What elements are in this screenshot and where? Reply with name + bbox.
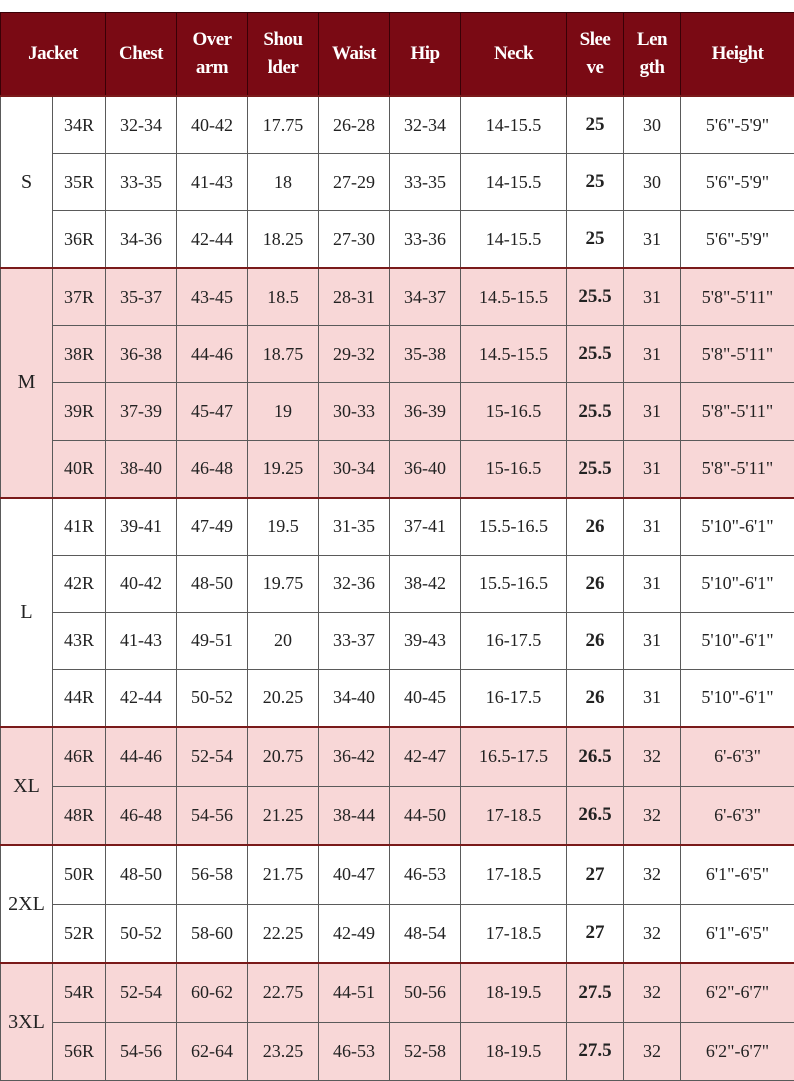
cell-neck: 16-17.5 <box>461 612 567 669</box>
cell-overarm: 60-62 <box>177 963 248 1022</box>
cell-hip: 35-38 <box>390 326 461 383</box>
header-length <box>624 13 681 97</box>
cell-chest: 39-41 <box>106 498 177 556</box>
cell-jacket: 48R <box>53 786 106 845</box>
cell-sleeve: 26 <box>567 612 624 669</box>
header-jacket-line: Jacket <box>1 40 105 68</box>
cell-height: 5'10"-6'1" <box>681 612 794 669</box>
cell-overarm: 42-44 <box>177 211 248 269</box>
cell-shoulder: 21.75 <box>248 845 319 904</box>
cell-height: 5'8"-5'11" <box>681 268 794 326</box>
header-waist-line: Waist <box>319 40 389 68</box>
cell-shoulder: 20.75 <box>248 727 319 786</box>
header-chest-line: Chest <box>106 40 176 68</box>
cell-length: 31 <box>624 326 681 383</box>
cell-height: 5'8"-5'11" <box>681 440 794 498</box>
cell-shoulder: 19.5 <box>248 498 319 556</box>
cell-sleeve: 26 <box>567 669 624 727</box>
cell-waist: 32-36 <box>319 555 390 612</box>
cell-shoulder: 20 <box>248 612 319 669</box>
cell-shoulder: 22.25 <box>248 904 319 963</box>
cell-hip: 52-58 <box>390 1022 461 1081</box>
cell-hip: 48-54 <box>390 904 461 963</box>
chart-body <box>1 96 794 1081</box>
size-row <box>1 268 794 326</box>
size-row <box>1 96 794 154</box>
cell-waist: 40-47 <box>319 845 390 904</box>
header-overarm-line: Over <box>177 26 247 54</box>
cell-sleeve: 25 <box>567 154 624 211</box>
cell-length: 31 <box>624 612 681 669</box>
cell-neck: 18-19.5 <box>461 1022 567 1081</box>
cell-waist: 26-28 <box>319 96 390 154</box>
cell-chest: 54-56 <box>106 1022 177 1081</box>
cell-length: 31 <box>624 669 681 727</box>
cell-neck: 15-16.5 <box>461 383 567 440</box>
header-hip-line: Hip <box>390 40 460 68</box>
cell-neck: 15.5-16.5 <box>461 555 567 612</box>
cell-neck: 17-18.5 <box>461 786 567 845</box>
cell-shoulder: 18.5 <box>248 268 319 326</box>
header-sleeve-line: ve <box>567 54 623 82</box>
header-neck <box>461 13 567 97</box>
cell-jacket: 36R <box>53 211 106 269</box>
cell-jacket: 40R <box>53 440 106 498</box>
cell-height: 5'10"-6'1" <box>681 498 794 556</box>
cell-waist: 28-31 <box>319 268 390 326</box>
header-overarm-line: arm <box>177 54 247 82</box>
cell-height: 5'8"-5'11" <box>681 326 794 383</box>
cell-overarm: 46-48 <box>177 440 248 498</box>
cell-chest: 52-54 <box>106 963 177 1022</box>
cell-shoulder: 19.25 <box>248 440 319 498</box>
cell-waist: 46-53 <box>319 1022 390 1081</box>
cell-neck: 14.5-15.5 <box>461 326 567 383</box>
cell-overarm: 58-60 <box>177 904 248 963</box>
cell-waist: 44-51 <box>319 963 390 1022</box>
cell-jacket: 46R <box>53 727 106 786</box>
cell-sleeve: 25 <box>567 96 624 154</box>
cell-height: 6'2"-6'7" <box>681 963 794 1022</box>
cell-waist: 33-37 <box>319 612 390 669</box>
cell-sleeve: 25.5 <box>567 268 624 326</box>
cell-waist: 36-42 <box>319 727 390 786</box>
cell-hip: 42-47 <box>390 727 461 786</box>
cell-neck: 15-16.5 <box>461 440 567 498</box>
cell-shoulder: 20.25 <box>248 669 319 727</box>
cell-height: 5'10"-6'1" <box>681 555 794 612</box>
header-row <box>1 13 794 97</box>
cell-overarm: 43-45 <box>177 268 248 326</box>
cell-sleeve: 26.5 <box>567 727 624 786</box>
header-length-line: gth <box>624 54 680 82</box>
size-row <box>1 498 794 556</box>
size-row <box>1 963 794 1022</box>
cell-hip: 33-36 <box>390 211 461 269</box>
cell-length: 32 <box>624 1022 681 1081</box>
size-chart-table <box>0 12 794 1081</box>
cell-shoulder: 19 <box>248 383 319 440</box>
cell-height: 5'6"-5'9" <box>681 211 794 269</box>
cell-jacket: 38R <box>53 326 106 383</box>
size-group-label: M <box>1 268 53 497</box>
cell-waist: 34-40 <box>319 669 390 727</box>
cell-length: 32 <box>624 727 681 786</box>
cell-length: 32 <box>624 963 681 1022</box>
cell-hip: 34-37 <box>390 268 461 326</box>
cell-jacket: 56R <box>53 1022 106 1081</box>
cell-chest: 40-42 <box>106 555 177 612</box>
cell-height: 5'10"-6'1" <box>681 669 794 727</box>
cell-chest: 32-34 <box>106 96 177 154</box>
cell-hip: 37-41 <box>390 498 461 556</box>
cell-overarm: 45-47 <box>177 383 248 440</box>
cell-jacket: 41R <box>53 498 106 556</box>
cell-waist: 30-34 <box>319 440 390 498</box>
cell-jacket: 50R <box>53 845 106 904</box>
cell-neck: 14-15.5 <box>461 96 567 154</box>
cell-overarm: 54-56 <box>177 786 248 845</box>
cell-waist: 31-35 <box>319 498 390 556</box>
header-hip <box>390 13 461 97</box>
size-row <box>1 326 794 383</box>
cell-chest: 42-44 <box>106 669 177 727</box>
cell-sleeve: 27.5 <box>567 1022 624 1081</box>
size-group-label: L <box>1 498 53 727</box>
cell-height: 6'1"-6'5" <box>681 845 794 904</box>
cell-jacket: 39R <box>53 383 106 440</box>
cell-chest: 37-39 <box>106 383 177 440</box>
cell-length: 30 <box>624 96 681 154</box>
cell-shoulder: 22.75 <box>248 963 319 1022</box>
cell-chest: 35-37 <box>106 268 177 326</box>
cell-jacket: 34R <box>53 96 106 154</box>
cell-jacket: 43R <box>53 612 106 669</box>
cell-neck: 17-18.5 <box>461 845 567 904</box>
cell-sleeve: 25.5 <box>567 440 624 498</box>
cell-shoulder: 18.75 <box>248 326 319 383</box>
cell-shoulder: 23.25 <box>248 1022 319 1081</box>
header-length-line: Len <box>624 26 680 54</box>
cell-overarm: 41-43 <box>177 154 248 211</box>
size-group-label: 2XL <box>1 845 53 963</box>
cell-chest: 48-50 <box>106 845 177 904</box>
cell-length: 30 <box>624 154 681 211</box>
cell-chest: 46-48 <box>106 786 177 845</box>
cell-jacket: 42R <box>53 555 106 612</box>
cell-hip: 38-42 <box>390 555 461 612</box>
cell-jacket: 52R <box>53 904 106 963</box>
cell-height: 6'2"-6'7" <box>681 1022 794 1081</box>
cell-chest: 38-40 <box>106 440 177 498</box>
cell-shoulder: 18 <box>248 154 319 211</box>
cell-height: 6'-6'3" <box>681 727 794 786</box>
cell-waist: 42-49 <box>319 904 390 963</box>
cell-neck: 16.5-17.5 <box>461 727 567 786</box>
cell-length: 32 <box>624 904 681 963</box>
cell-hip: 44-50 <box>390 786 461 845</box>
header-waist <box>319 13 390 97</box>
cell-chest: 41-43 <box>106 612 177 669</box>
cell-overarm: 40-42 <box>177 96 248 154</box>
cell-jacket: 35R <box>53 154 106 211</box>
cell-neck: 14-15.5 <box>461 154 567 211</box>
size-row <box>1 727 794 786</box>
cell-sleeve: 26 <box>567 555 624 612</box>
cell-length: 31 <box>624 555 681 612</box>
cell-height: 5'6"-5'9" <box>681 96 794 154</box>
cell-length: 31 <box>624 211 681 269</box>
cell-neck: 17-18.5 <box>461 904 567 963</box>
header-sleeve <box>567 13 624 97</box>
cell-chest: 44-46 <box>106 727 177 786</box>
size-row <box>1 786 794 845</box>
cell-neck: 14.5-15.5 <box>461 268 567 326</box>
cell-length: 31 <box>624 440 681 498</box>
cell-overarm: 49-51 <box>177 612 248 669</box>
cell-chest: 50-52 <box>106 904 177 963</box>
cell-sleeve: 25.5 <box>567 326 624 383</box>
cell-sleeve: 27 <box>567 904 624 963</box>
cell-hip: 46-53 <box>390 845 461 904</box>
cell-shoulder: 19.75 <box>248 555 319 612</box>
cell-height: 5'8"-5'11" <box>681 383 794 440</box>
size-group-label: XL <box>1 727 53 845</box>
size-row <box>1 845 794 904</box>
cell-overarm: 48-50 <box>177 555 248 612</box>
cell-overarm: 50-52 <box>177 669 248 727</box>
cell-length: 31 <box>624 383 681 440</box>
size-row <box>1 612 794 669</box>
cell-shoulder: 17.75 <box>248 96 319 154</box>
cell-length: 31 <box>624 268 681 326</box>
size-row <box>1 904 794 963</box>
cell-waist: 27-30 <box>319 211 390 269</box>
cell-neck: 18-19.5 <box>461 963 567 1022</box>
size-group-label: S <box>1 96 53 268</box>
header-shoulder <box>248 13 319 97</box>
cell-waist: 30-33 <box>319 383 390 440</box>
cell-chest: 33-35 <box>106 154 177 211</box>
cell-chest: 34-36 <box>106 211 177 269</box>
cell-height: 6'-6'3" <box>681 786 794 845</box>
size-row <box>1 1022 794 1081</box>
size-row <box>1 555 794 612</box>
cell-hip: 33-35 <box>390 154 461 211</box>
cell-hip: 36-40 <box>390 440 461 498</box>
header-neck-line: Neck <box>461 40 566 68</box>
header-height-line: Height <box>681 40 794 68</box>
cell-shoulder: 18.25 <box>248 211 319 269</box>
cell-jacket: 54R <box>53 963 106 1022</box>
cell-jacket: 37R <box>53 268 106 326</box>
cell-overarm: 47-49 <box>177 498 248 556</box>
cell-overarm: 52-54 <box>177 727 248 786</box>
size-group-label: 3XL <box>1 963 53 1081</box>
cell-waist: 29-32 <box>319 326 390 383</box>
cell-sleeve: 27 <box>567 845 624 904</box>
cell-overarm: 44-46 <box>177 326 248 383</box>
cell-neck: 14-15.5 <box>461 211 567 269</box>
cell-hip: 36-39 <box>390 383 461 440</box>
header-overarm <box>177 13 248 97</box>
header-chest <box>106 13 177 97</box>
size-row <box>1 154 794 211</box>
size-row <box>1 669 794 727</box>
header-shoulder-line: Shou <box>248 26 318 54</box>
cell-chest: 36-38 <box>106 326 177 383</box>
cell-height: 5'6"-5'9" <box>681 154 794 211</box>
cell-sleeve: 26.5 <box>567 786 624 845</box>
cell-neck: 15.5-16.5 <box>461 498 567 556</box>
cell-length: 32 <box>624 845 681 904</box>
cell-jacket: 44R <box>53 669 106 727</box>
size-row <box>1 383 794 440</box>
header-sleeve-line: Slee <box>567 26 623 54</box>
cell-hip: 40-45 <box>390 669 461 727</box>
header-jacket <box>1 13 106 97</box>
cell-neck: 16-17.5 <box>461 669 567 727</box>
cell-hip: 50-56 <box>390 963 461 1022</box>
cell-hip: 32-34 <box>390 96 461 154</box>
cell-sleeve: 25.5 <box>567 383 624 440</box>
size-row <box>1 211 794 269</box>
cell-sleeve: 26 <box>567 498 624 556</box>
cell-hip: 39-43 <box>390 612 461 669</box>
cell-shoulder: 21.25 <box>248 786 319 845</box>
cell-sleeve: 27.5 <box>567 963 624 1022</box>
cell-waist: 38-44 <box>319 786 390 845</box>
cell-waist: 27-29 <box>319 154 390 211</box>
cell-sleeve: 25 <box>567 211 624 269</box>
header-height <box>681 13 794 97</box>
cell-length: 31 <box>624 498 681 556</box>
cell-height: 6'1"-6'5" <box>681 904 794 963</box>
cell-overarm: 56-58 <box>177 845 248 904</box>
size-row <box>1 440 794 498</box>
cell-overarm: 62-64 <box>177 1022 248 1081</box>
cell-length: 32 <box>624 786 681 845</box>
header-shoulder-line: lder <box>248 54 318 82</box>
